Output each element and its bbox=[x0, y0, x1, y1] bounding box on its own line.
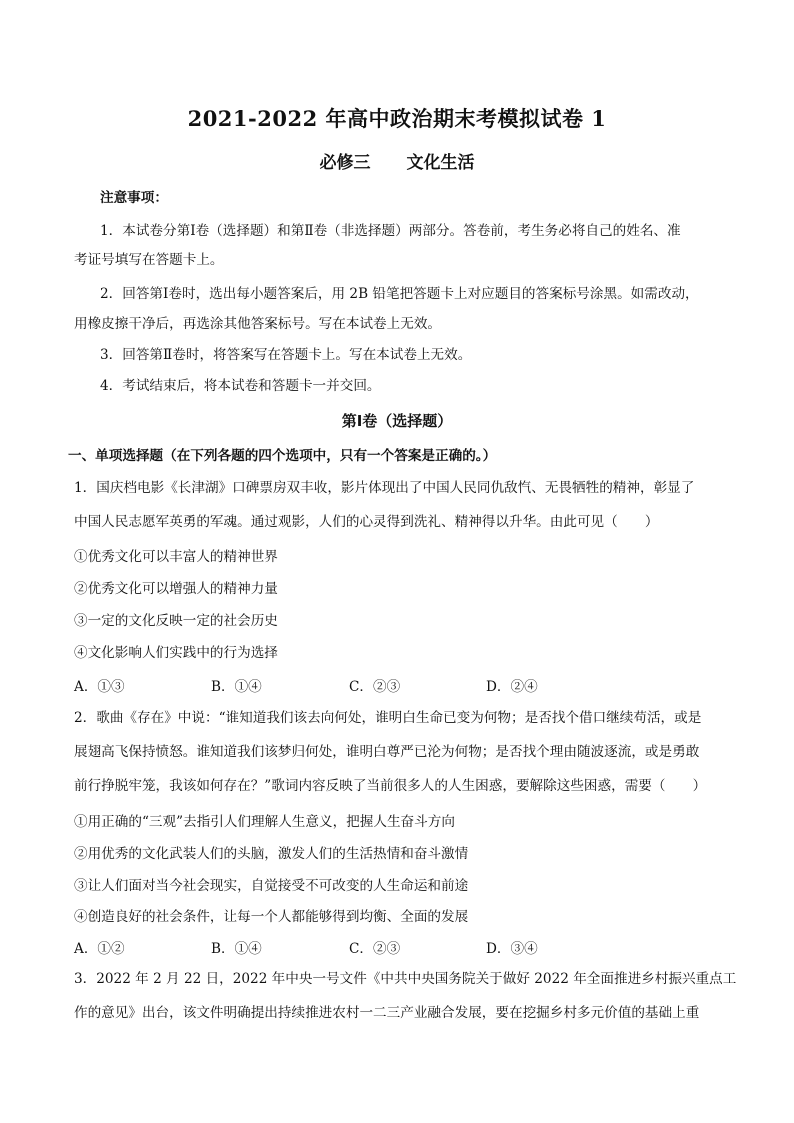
question-1-statement: ③一定的文化反映一定的社会历史 bbox=[74, 613, 278, 629]
option-a[interactable]: A．①③ bbox=[74, 679, 125, 695]
notice-line: 1．本试卷分第Ⅰ卷（选择题）和第Ⅱ卷（非选择题）两部分。答卷前，考生务必将自己的姓名、准 bbox=[100, 223, 681, 239]
option-c[interactable]: C．②③ bbox=[349, 679, 401, 695]
notice-line: 2．回答第Ⅰ卷时，选出每小题答案后，用 2B 铅笔把答题卡上对应题目的答案标号涂黑。如需改动， bbox=[100, 286, 699, 302]
question-1-statement: ②优秀文化可以增强人的精神力量 bbox=[74, 581, 278, 597]
section-title: 第Ⅰ卷（选择题） bbox=[341, 412, 453, 430]
question-1-statement: ①优秀文化可以丰富人的精神世界 bbox=[74, 549, 278, 565]
notice-line: 用橡皮擦干净后，再选涂其他答案标号。写在本试卷上无效。 bbox=[74, 316, 442, 332]
question-2-statement: ②用优秀的文化武装人们的头脑，激发人们的生活热情和奋斗激情 bbox=[74, 846, 469, 862]
question-1-line: 1．国庆档电影《长津湖》口碑票房双丰收，影片体现出了中国人民同仇敌忾、无畏牺牲的精神，彰显了 bbox=[74, 480, 695, 496]
notice-line: 考证号填写在答题卡上。 bbox=[74, 252, 224, 268]
option-c[interactable]: C．②③ bbox=[349, 941, 401, 957]
option-b[interactable]: B．①④ bbox=[211, 941, 262, 957]
question-1-statement: ④文化影响人们实践中的行为选择 bbox=[74, 645, 278, 661]
section-instruction: 一、单项选择题（在下列各题的四个选项中，只有一个答案是正确的。） bbox=[68, 448, 497, 464]
option-b[interactable]: B．①④ bbox=[211, 679, 262, 695]
question-2-statement: ④创造良好的社会条件，让每一个人都能够得到均衡、全面的发展 bbox=[74, 909, 469, 925]
question-2-line: 2．歌曲《存在》中说：“谁知道我们该去向何处，谁明白生命已变为何物；是否找个借口继续苟活，或是 bbox=[74, 710, 702, 726]
page-subtitle bbox=[0, 148, 794, 173]
question-2-statement: ①用正确的“三观”去指引人们理解人生意义，把握人生奋斗方向 bbox=[74, 814, 455, 830]
option-a[interactable]: A．①② bbox=[74, 941, 125, 957]
notice-heading: 注意事项： bbox=[100, 190, 168, 206]
question-1-line: 中国人民志愿军英勇的军魂。通过观影，人们的心灵得到洗礼、精神得以升华。由此可见（ ） bbox=[74, 514, 659, 530]
notice-line: 4．考试结束后，将本试卷和答题卡一并交回。 bbox=[100, 378, 381, 394]
question-3-line: 作的意见》出台，该文件明确提出持续推进农村一二三产业融合发展，要在挖掘乡村多元价值的基础上重 bbox=[74, 1005, 700, 1021]
question-2-line: 前行挣脱牢笼，我该如何存在？”歌词内容反映了当前很多人的人生困惑，要解除这些困惑，需要（ ） bbox=[74, 778, 707, 794]
page-title: 2021-2022 年高中政治期末考模拟试卷 1 bbox=[187, 106, 607, 131]
question-2-statement: ③让人们面对当今社会现实，自觉接受不可改变的人生命运和前途 bbox=[74, 878, 469, 894]
option-d[interactable]: D．②④ bbox=[486, 679, 538, 695]
notice-line: 3．回答第Ⅱ卷时，将答案写在答题卡上。写在本试卷上无效。 bbox=[100, 347, 472, 363]
question-3-line: 3．2022 年 2 月 22 日，2022 年中央一号文件《中共中央国务院关于做好 2022 年全面推进乡村振兴重点工 bbox=[74, 971, 737, 987]
option-d[interactable]: D．③④ bbox=[486, 941, 538, 957]
subtitle-course: 必修三 bbox=[319, 153, 371, 173]
question-2-line: 展翅高飞保持愤怒。谁知道我们该梦归何处，谁明白尊严已沦为何物；是否找个理由随波逐流，或是勇敢 bbox=[74, 744, 700, 760]
subtitle-topic: 文化生活 bbox=[406, 153, 475, 173]
